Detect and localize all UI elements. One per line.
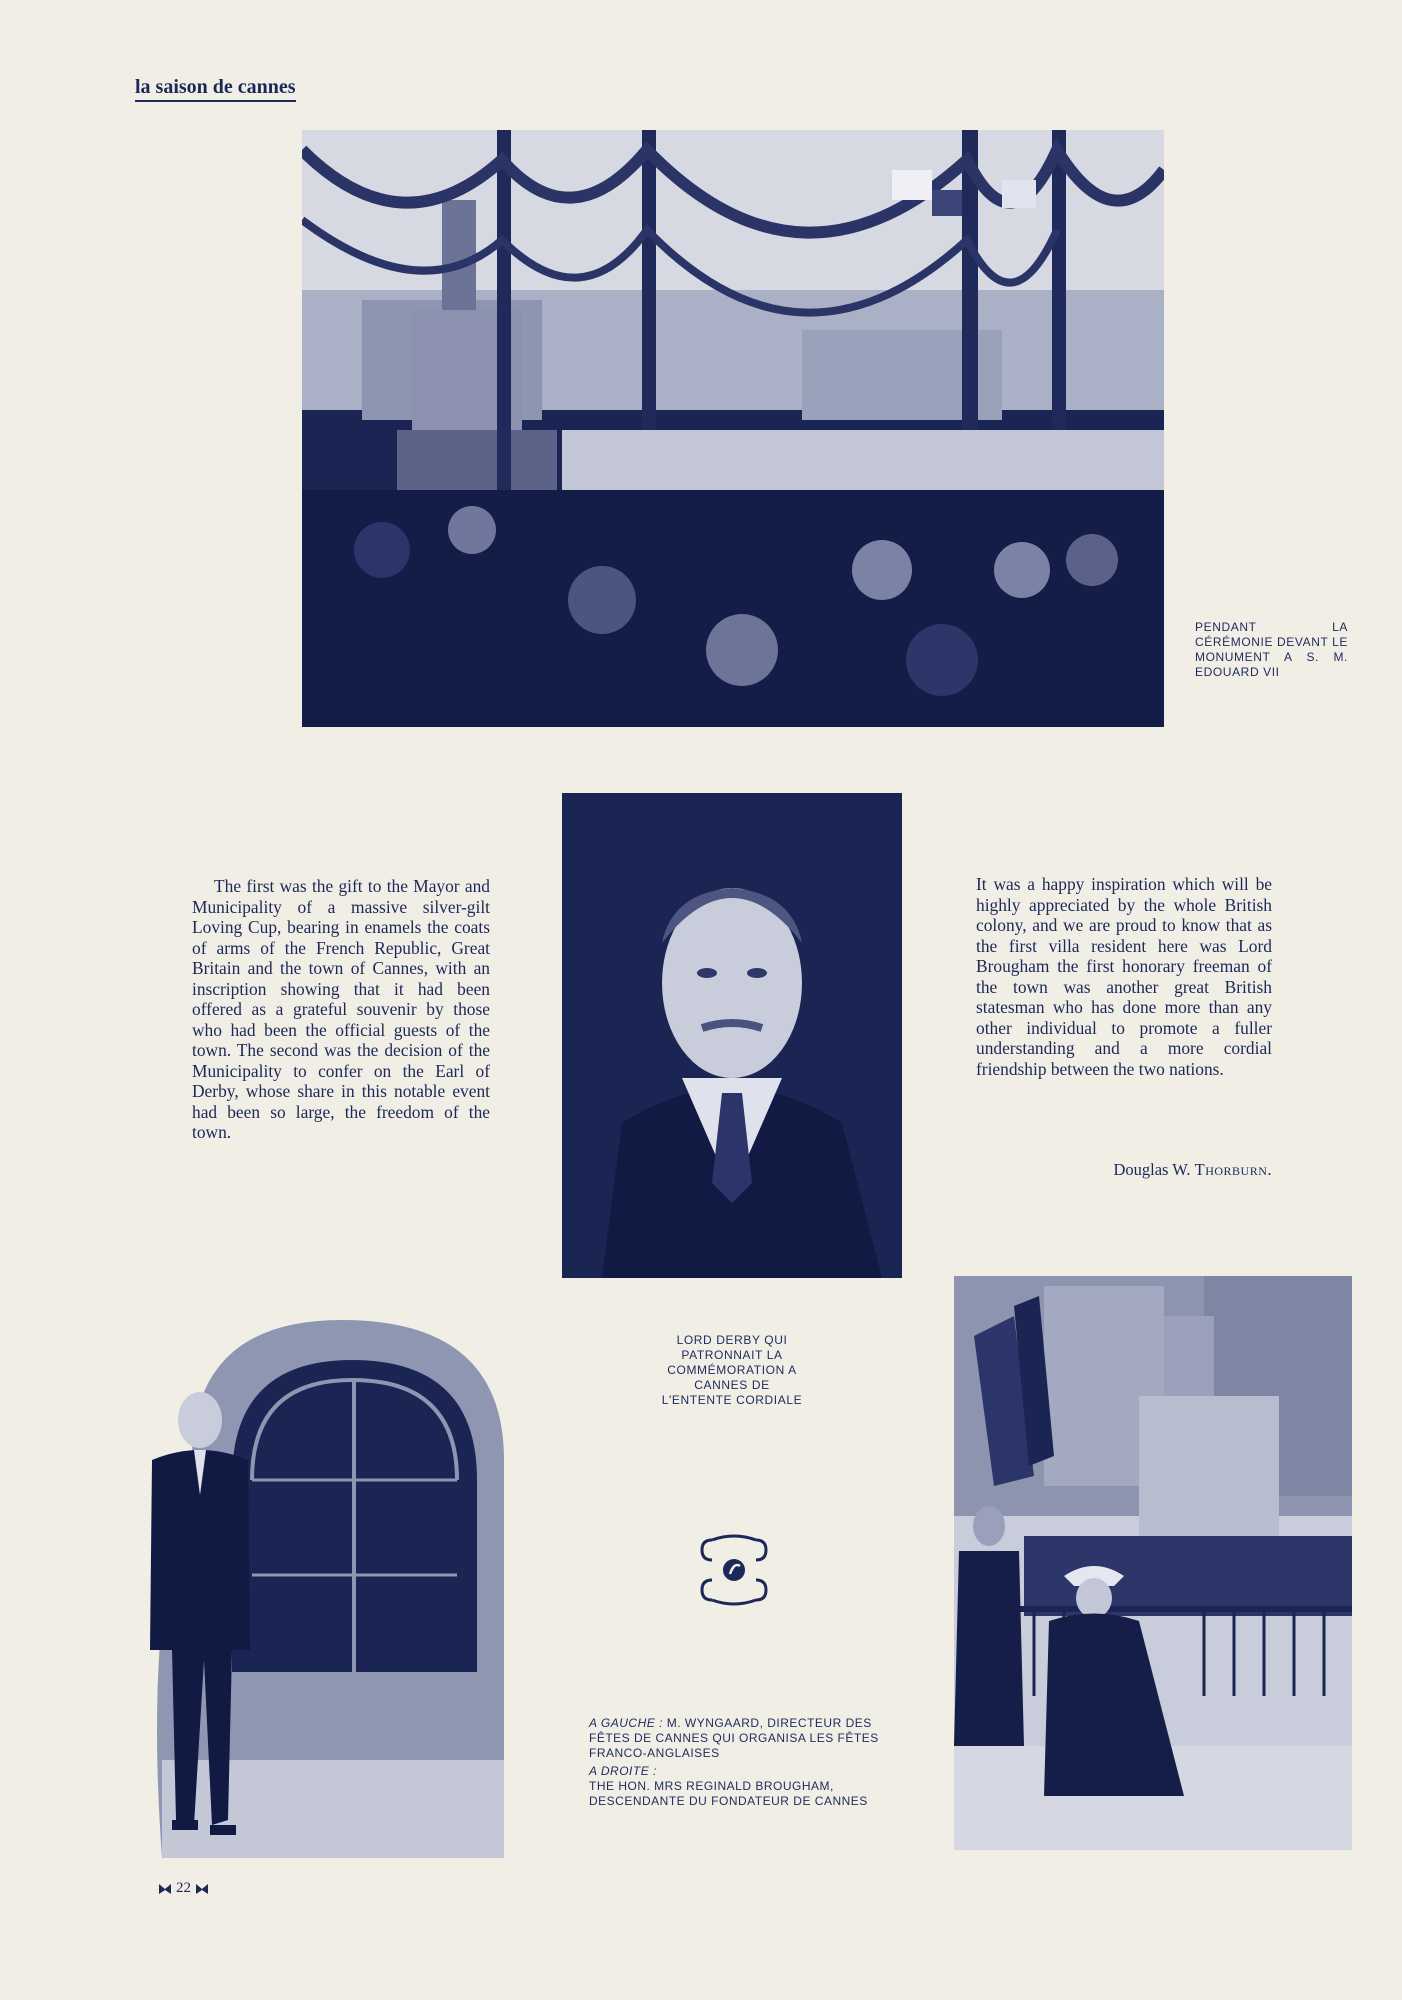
bottom-photos-caption xyxy=(589,1716,885,1809)
lord-derby-portrait xyxy=(562,793,902,1278)
author-last-name: Thorburn. xyxy=(1194,1160,1272,1179)
author-first-name: Douglas W. xyxy=(1113,1160,1191,1179)
wyngaard-photo xyxy=(132,1320,504,1858)
page-number-text: 22 xyxy=(176,1880,191,1896)
brougham-photo xyxy=(954,1276,1352,1850)
ceremony-caption: PENDANT LA CÉRÉMONIE DEVANT LE MONUMENT A S. M. EDOUARD VII xyxy=(1195,620,1348,679)
article-left-column: The first was the gift to the Mayor and Municipality of a massive silver-gilt Loving Cup, bearing in enamels the coats of arms of the French Republic, Great Britain and the town of Cannes, with an inscription showing that it had been offered as a grateful souvenir by those who had been the official guests of the town. The second was the decision of the Municipality to confer on the Earl of Derby, whose share in this notable event had been so large, the freedom of the town. xyxy=(192,876,490,1142)
left-bee-ornament-icon xyxy=(158,1882,172,1896)
portrait-caption: LORD DERBY QUI PATRONNAIT LA COMMÉMORATION A CANNES DE L'ENTENTE CORDIALE xyxy=(661,1333,803,1407)
right-caption-label: A DROITE : xyxy=(589,1764,657,1778)
left-caption-label: A GAUCHE : xyxy=(589,1716,663,1730)
right-bee-ornament-icon xyxy=(195,1882,209,1896)
ceremony-photo xyxy=(302,130,1164,727)
decorative-ornament-icon xyxy=(698,1532,770,1608)
magazine-header: la saison de cannes xyxy=(135,76,296,102)
left-caption-text: M. WYNGAARD, DIRECTEUR DES FÊTES DE CANNES QUI ORGANISA LES FÊTES FRANCO-ANGLAISES xyxy=(589,1716,879,1760)
article-signature xyxy=(976,1160,1272,1181)
right-caption-text: THE HON. MRS REGINALD BROUGHAM, DESCENDANTE DU FONDATEUR DE CANNES xyxy=(589,1779,868,1808)
article-right-column: It was a happy inspiration which will be highly appreciated by the whole British colony, and we are proud to know that as the first villa resident here was Lord Brougham the first honorary freeman of the town was another great British statesman who has done more than any other individual to promote a fuller understanding and a more cordial friendship between the two nations. xyxy=(976,874,1272,1079)
page-number xyxy=(158,1880,209,1897)
